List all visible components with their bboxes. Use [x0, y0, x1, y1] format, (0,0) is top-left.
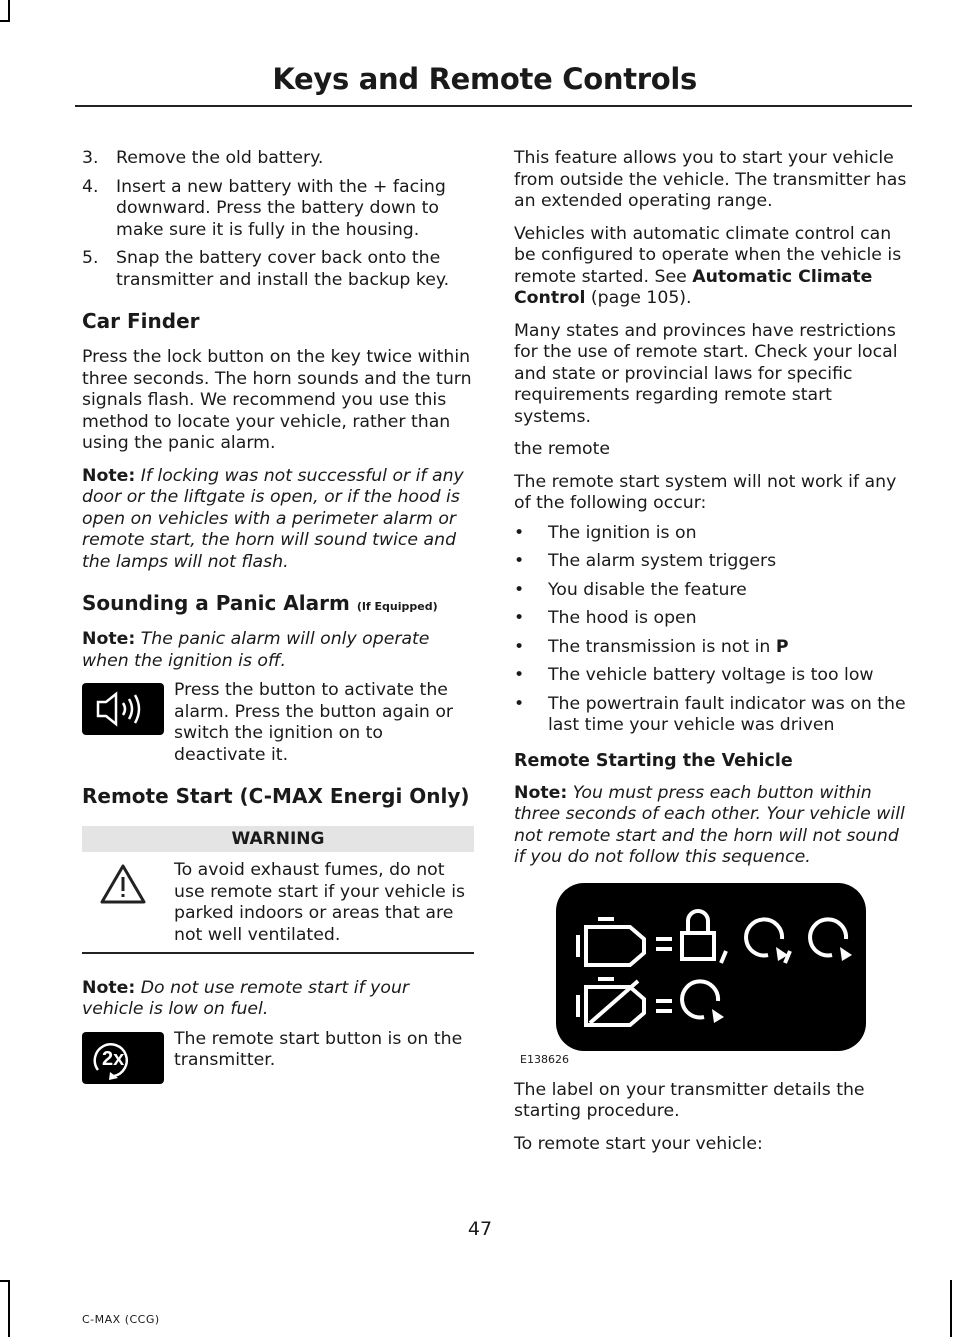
- paragraph: Vehicles with automatic climate control can be configured to operate when the vehicle is remote started. See Automatic Climate Control (page 105).: [514, 223, 902, 308]
- paragraph: Press the button to activate the alarm. Press the button again or switch the ignition on to deactivate it.: [174, 680, 453, 765]
- paragraph: To remote start your vehicle:: [514, 1133, 763, 1154]
- remote-start-button-icon: [82, 1032, 164, 1084]
- remote-button-row: [82, 1028, 474, 1084]
- engine-crossed-icon: [578, 979, 644, 1025]
- paragraph: This feature allows you to start your vehicle from outside the vehicle. The transmitter has an extended operating range.: [514, 148, 907, 211]
- section-heading: Car Finder: [82, 309, 200, 333]
- list-item: • You disable the feature: [514, 579, 747, 600]
- paragraph: The label on your transmitter details the starting procedure.: [514, 1079, 865, 1121]
- paragraph: The remote start button is on the transmitter.: [174, 1028, 463, 1070]
- crop-mark: [0, 1280, 10, 1282]
- list-item: • The hood is open: [514, 608, 697, 628]
- section-heading: Remote Start (C-MAX Energi Only): [82, 784, 470, 808]
- crop-mark: [8, 1280, 10, 1337]
- paragraph: The remote start system will not work if any of the following occur:: [514, 471, 897, 513]
- warning-icon: [82, 860, 164, 908]
- note: Note: You must press each button within three seconds of each other. Your vehicle will not remote start and the horn will not sound if you do not follow this sequence.: [514, 782, 905, 867]
- left-column: [82, 148, 474, 1084]
- paragraph: Many states and provinces have restrictions for the use of remote start. Check your local and state or provincial laws for specific requirements regarding remote start systems.: [514, 320, 898, 427]
- paragraph: Press the lock button on the key twice within three seconds. The horn sounds and the turn signals flash. We recommend you use this method to locate your vehicle, rather than using the panic alarm.: [82, 347, 472, 453]
- model-code: C-MAX (CCG): [82, 1313, 160, 1326]
- list-item: • The powertrain fault indicator was on the last time your vehicle was driven: [514, 693, 906, 735]
- page-number: 47: [467, 1218, 493, 1240]
- svg-text:2x: 2x: [102, 1047, 125, 1070]
- warning-heading: WARNING: [82, 826, 474, 852]
- list-item: 3. Remove the old battery.: [82, 148, 324, 168]
- list-item: • The alarm system triggers: [514, 551, 777, 571]
- panic-button-icon: [82, 683, 164, 735]
- engine-icon: [578, 919, 644, 965]
- note: Note: The panic alarm will only operate when the ignition is off.: [82, 629, 430, 671]
- crop-mark: [8, 0, 10, 22]
- crop-mark: [0, 20, 10, 22]
- list-item: • The ignition is on: [514, 522, 697, 543]
- paragraph: the remote: [514, 439, 611, 459]
- remote-start-sequence-figure: [556, 883, 866, 1051]
- warning-rule: [82, 952, 474, 954]
- list-item: 5. Snap the battery cover back onto the transmitter and install the backup key.: [82, 248, 450, 290]
- note: Note: Do not use remote start if your vehicle is low on fuel.: [82, 977, 410, 1019]
- lock-icon: [682, 911, 714, 959]
- warning-row: [82, 860, 474, 946]
- list-item: 4. Insert a new battery with the + facing downward. Press the battery down to make sure it is fully in the housing.: [82, 176, 446, 240]
- page-title: Keys and Remote Controls: [272, 62, 697, 96]
- comma-glyph: [721, 951, 726, 963]
- note: Note: If locking was not successful or if any door or the liftgate is open, or if the hood is open on vehicles with a perimeter alarm or remote start, the horn will sound twice and the lamps will not flash.: [82, 465, 464, 572]
- section-heading: Remote Starting the Vehicle: [514, 750, 793, 771]
- list-item: • The vehicle battery voltage is too low: [514, 665, 874, 685]
- header-rule: [75, 105, 912, 107]
- figure-id: E138626: [520, 1052, 569, 1066]
- crop-mark: [950, 1280, 952, 1337]
- warning-text: To avoid exhaust fumes, do not use remote start if your vehicle is parked indoors or areas that are not well ventilated.: [174, 860, 466, 945]
- list-item: • The transmission is not in P: [514, 636, 789, 657]
- cross-reference-link[interactable]: Automatic Climate Control: [514, 266, 873, 308]
- right-column: [514, 148, 908, 1166]
- panic-row: [82, 680, 474, 766]
- section-heading: Sounding a Panic Alarm (If Equipped): [82, 591, 438, 615]
